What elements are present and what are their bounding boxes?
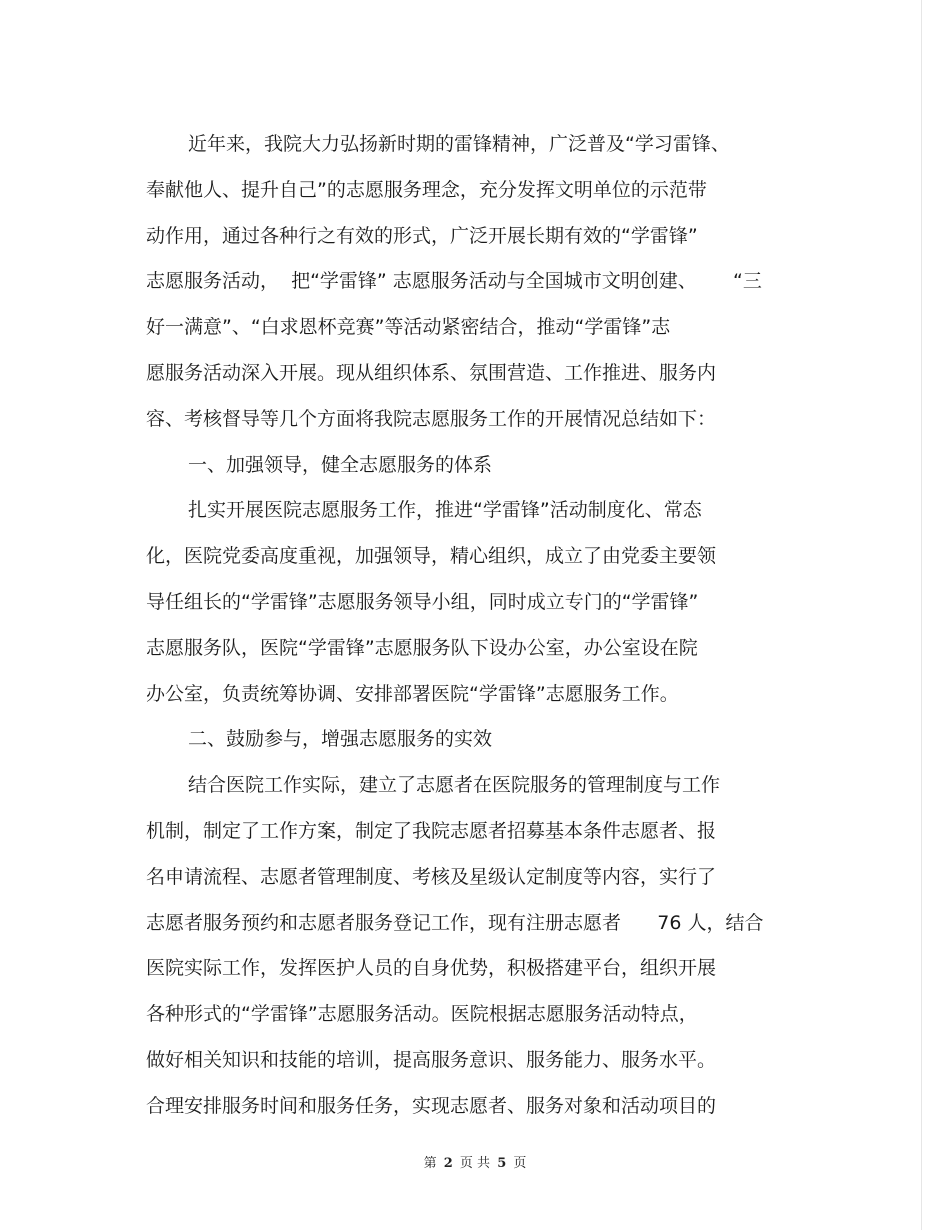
footer-middle: 页 共 [459, 1156, 491, 1171]
paragraph-line: 做好相关知识和技能的培训，提高服务意识、服务能力、服务水平。 [146, 1048, 717, 1071]
paragraph-line: 合理安排服务时间和服务任务，实现志愿者、服务对象和活动项目的 [146, 1094, 717, 1117]
paragraph-line: 志愿者服务预约和志愿者服务登记工作，现有注册志愿者 76 人，结合 [146, 911, 764, 934]
paragraph-line: 扎实开展医院志愿服务工作，推进“学雷锋”活动制度化、常态 [188, 499, 702, 522]
paragraph-line: 化，医院党委高度重视，加强领导，精心组织，成立了由党委主要领 [146, 545, 717, 568]
paragraph-line: 好一满意”、“白求恩杯竞赛”等活动紧密结合，推动“学雷锋”志 [146, 316, 671, 339]
paragraph-line: 近年来，我院大力弘扬新时期的雷锋精神，广泛普及“学习雷锋、 [188, 133, 730, 155]
paragraph-line: 志愿服务队，医院“学雷锋”志愿服务队下设办公室，办公室设在院 [146, 636, 698, 659]
section-heading: 一、加强领导，健全志愿服务的体系 [188, 453, 493, 476]
paragraph-line: 导任组长的“学雷锋”志愿服务领导小组，同时成立专门的“学雷锋” [146, 590, 699, 613]
page-edge [921, 0, 922, 1230]
paragraph-line: 奉献他人、提升自己”的志愿服务理念，充分发挥文明单位的示范带 [146, 178, 707, 201]
paragraph-line: 办公室，负责统筹协调、安排部署医院“学雷锋”志愿服务工作。 [146, 682, 679, 705]
paragraph-line: 愿服务活动深入开展。现从组织体系、氛围营造、工作推进、服务内 [146, 361, 717, 384]
paragraph-line: 医院实际工作，发挥医护人员的自身优势，积极搭建平台，组织开展 [146, 957, 717, 980]
paragraph-line: 机制，制定了工作方案，制定了我院志愿者招募基本条件志愿者、报 [146, 819, 717, 842]
paragraph-line: 动作用，通过各种行之有效的形式，广泛开展长期有效的“学雷锋” [146, 224, 698, 247]
section-heading: 二、鼓励参与，增强志愿服务的实效 [188, 728, 493, 751]
footer-suffix: 页 [513, 1156, 527, 1171]
total-pages: 5 [497, 1156, 507, 1171]
footer-prefix: 第 [423, 1156, 437, 1171]
paragraph-line: 志愿服务活动， 把“学雷锋” 志愿服务活动与全国城市文明创建、 “三 [146, 270, 762, 293]
document-body [146, 122, 806, 1130]
paragraph-line: 结合医院工作实际，建立了志愿者在医院服务的管理制度与工作 [188, 774, 721, 797]
page-footer [0, 1152, 950, 1171]
paragraph-line: 容、考核督导等几个方面将我院志愿服务工作的开展情况总结如下： [146, 407, 717, 430]
paragraph-line: 各种形式的“学雷锋”志愿服务活动。医院根据志愿服务活动特点， [146, 1003, 698, 1026]
paragraph-line: 名申请流程、志愿者管理制度、考核及星级认定制度等内容，实行了 [146, 865, 717, 888]
current-page-number: 2 [443, 1156, 453, 1171]
